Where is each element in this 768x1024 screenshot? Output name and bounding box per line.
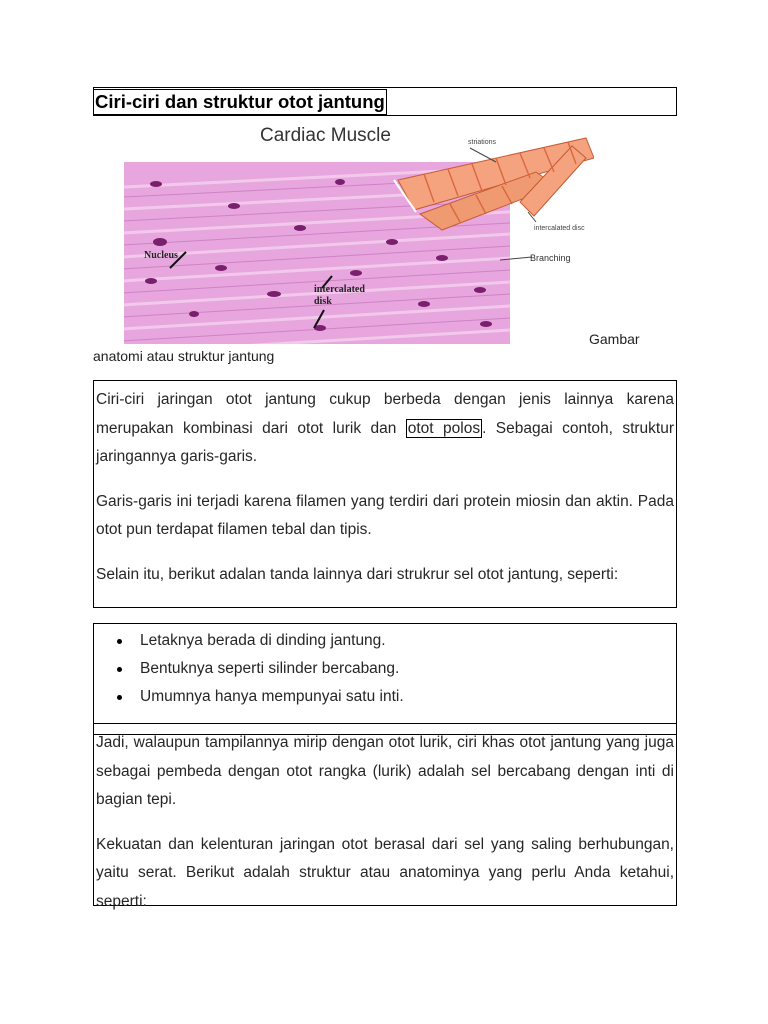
- bullet-list: [96, 627, 674, 711]
- label-intercalated-disk-line1: intercalated: [314, 284, 365, 295]
- cardiac-muscle-illustration: [124, 118, 594, 344]
- label-striations: striations: [468, 139, 497, 146]
- paragraph-4: Jadi, walaupun tampilannya mirip dengan otot lurik, ciri khas otot jantung yang juga sebagai pembeda dengan otot rangka (lurik) adalah sel bercabang dengan inti di bagian tepi.: [96, 734, 674, 808]
- list-item: [96, 627, 674, 655]
- label-branching: Branching: [530, 253, 571, 263]
- figure-heading: Cardiac Muscle: [260, 125, 391, 146]
- cardiac-muscle-figure: [124, 118, 594, 344]
- text-box-characteristics: [93, 380, 677, 608]
- list-item-text: Umumnya hanya mempunyai satu inti.: [140, 688, 404, 705]
- label-intercalated-disk-line2: disk: [314, 296, 332, 307]
- paragraph-3: Selain itu, berikut adalan tanda lainnya dari strukrur sel otot jantung, seperti:: [96, 565, 619, 583]
- list-item-text: Letaknya berada di dinding jantung.: [140, 632, 386, 649]
- paragraph-1: [96, 386, 674, 472]
- paragraph-5: Kekuatan dan kelenturan jaringan otot berasal dari sel yang saling berhubungan, yaitu serat. Berikut adalah struktur atau anatominya yang perlu Anda ketahui, seperti:: [96, 835, 674, 910]
- text-box-bullet-list: [93, 623, 677, 735]
- paragraph-1-end: . Sebagai contoh, struktur jaringannya garis-garis.: [96, 419, 675, 465]
- figure-caption-left: anatomi atau struktur jantung: [93, 348, 275, 364]
- bullet-icon: [117, 667, 122, 672]
- page-title: Ciri-ciri dan struktur otot jantung: [93, 89, 387, 115]
- bullet-icon: [117, 639, 122, 644]
- label-nucleus: Nucleus: [144, 250, 178, 261]
- text-box-structure: [93, 723, 677, 910]
- list-item: [96, 655, 674, 683]
- list-item-text: Bentuknya seperti silinder bercabang.: [140, 660, 400, 677]
- paragraph-1-start: Ciri-ciri jaringan otot jantung cukup berbeda dengan jenis lainnya karena merupakan kombinasi dari otot lurik dan: [96, 391, 674, 437]
- paragraph-2: Garis-garis ini terjadi karena filamen yang terdiri dari protein miosin dan aktin. Pada otot pun terdapat filamen tebal dan tipis.: [96, 492, 674, 538]
- figure-caption-right: Gambar: [589, 331, 640, 347]
- otot-polos-link[interactable]: otot polos: [407, 419, 481, 437]
- bullet-icon: [117, 695, 122, 700]
- label-intercalated-disc: intercalated disc: [534, 225, 585, 232]
- list-item: [96, 683, 674, 711]
